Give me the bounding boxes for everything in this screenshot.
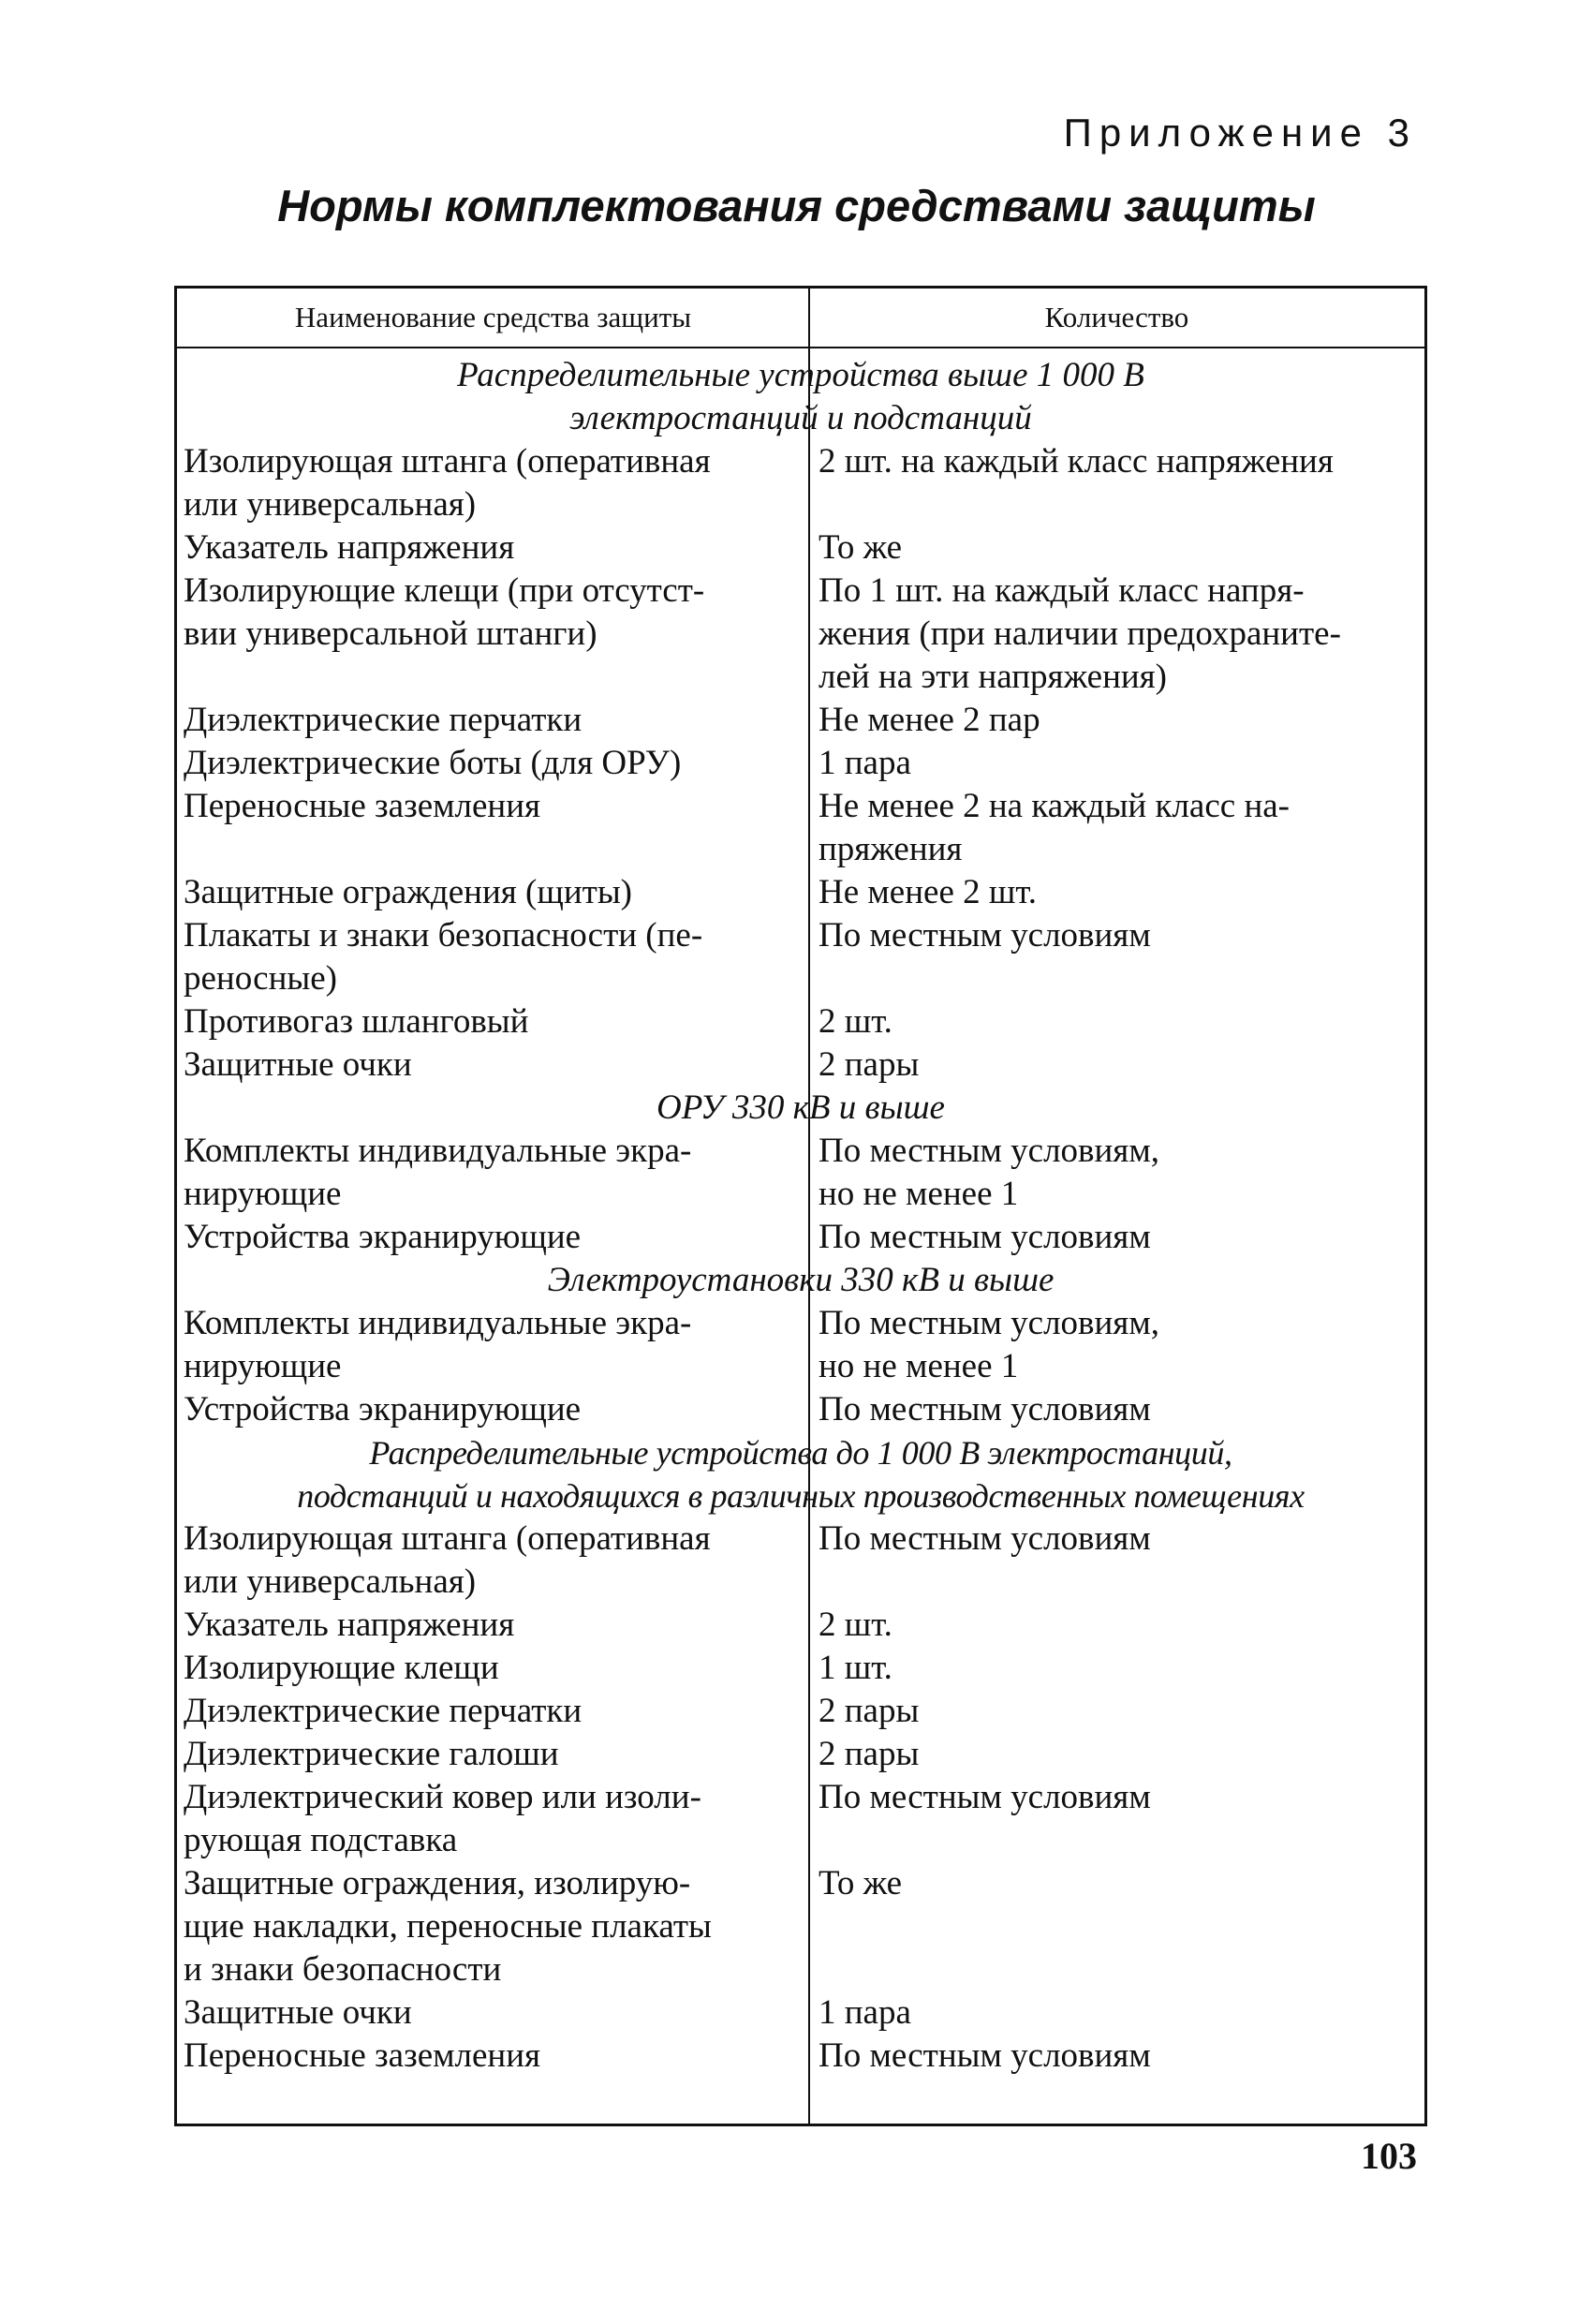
protection-item-name: Защитные ограждения, изолирую- щие накладки, переносные плакаты и знаки безопасности (184, 1864, 712, 1989)
protection-item-name: Указатель напряжения (184, 1606, 515, 1644)
protection-item-name: Изолирующая штанга (оперативная или универсальная) (184, 1519, 711, 1601)
table-row (177, 1216, 1424, 1259)
protection-norms-table (174, 286, 1427, 2126)
protection-item-quantity: По местным условиям, но не менее 1 (819, 1132, 1159, 1213)
protection-item-quantity: 2 пары (819, 1692, 920, 1730)
protection-item-name: Противогаз шланговый (184, 1002, 529, 1041)
protection-item-name: Изолирующие клещи (при отсутст- вии универсальной штанги) (184, 571, 705, 653)
table-row (177, 2035, 1424, 2078)
protection-item-name: Защитные очки (184, 1045, 412, 1084)
protection-item-name: Диэлектрические перчатки (184, 701, 583, 739)
section-title: Электроустановки 330 кВ и выше (547, 1261, 1055, 1299)
protection-item-name: Диэлектрические боты (для ОРУ) (184, 744, 682, 782)
table-row (177, 1517, 1424, 1604)
protection-item-name: Диэлектрический ковер или изоли- рующая подставка (184, 1778, 701, 1859)
table-row (177, 1130, 1424, 1216)
protection-item-name: Изолирующие клещи (184, 1649, 499, 1687)
table-row (177, 1302, 1424, 1388)
protection-item-quantity: Не менее 2 на каждый класс на- пряжения (819, 787, 1290, 868)
table-row (177, 1604, 1424, 1647)
protection-item-quantity: 1 пара (819, 744, 911, 782)
protection-item-quantity: 2 шт. (819, 1606, 892, 1644)
protection-item-name: Диэлектрические перчатки (184, 1692, 583, 1730)
protection-item-name: Защитные ограждения (щиты) (184, 873, 632, 911)
table-row (177, 1690, 1424, 1733)
table-row (177, 914, 1424, 1000)
table-row (177, 1776, 1424, 1862)
protection-item-quantity: По местным условиям (819, 1778, 1151, 1816)
section-title: ОРУ 330 кВ и выше (656, 1088, 945, 1127)
table-row (177, 526, 1424, 570)
column-header-quantity: Количество (809, 289, 1424, 348)
table-row (177, 570, 1424, 699)
protection-item-quantity: По местным условиям (819, 1519, 1151, 1558)
table-row (177, 1044, 1424, 1087)
protection-item-name: Диэлектрические галоши (184, 1735, 559, 1773)
protection-item-quantity: 2 шт. (819, 1002, 892, 1041)
protection-item-quantity: 2 шт. на каждый класс напряжения (819, 442, 1334, 481)
table-row (177, 1862, 1424, 1991)
page-title: Нормы комплектования средствами защиты (277, 181, 1316, 230)
protection-item-quantity: По местным условиям (819, 2036, 1151, 2075)
protection-item-quantity: То же (819, 528, 903, 567)
protection-item-quantity: То же (819, 1864, 903, 1902)
protection-item-quantity: По местным условиям (819, 1390, 1151, 1428)
appendix-label: Приложение 3 (1063, 111, 1417, 155)
table-row (177, 1733, 1424, 1776)
protection-item-quantity: 2 пары (819, 1735, 920, 1773)
section-title: Распределительные устройства до 1 000 В электростанций, подстанций и находящихся в различных производственных помещениях (297, 1434, 1305, 1515)
protection-item-quantity: 2 пары (819, 1045, 920, 1084)
protection-item-quantity: По 1 шт. на каждый класс напря- жения (при наличии предохраните- лей на эти напряжения) (819, 571, 1341, 696)
section-title: Распределительные устройства выше 1 000 В электростанций и подстанций (457, 356, 1144, 437)
protection-item-quantity: Не менее 2 пар (819, 701, 1040, 739)
protection-item-name: Защитные очки (184, 1993, 412, 2032)
section-header-row (177, 1431, 1424, 1517)
table-row (177, 785, 1424, 871)
section-header-row (177, 1087, 1424, 1130)
table-row (177, 1000, 1424, 1044)
protection-item-quantity: 1 пара (819, 1993, 911, 2032)
protection-item-name: Устройства экранирующие (184, 1390, 582, 1428)
table-row (177, 699, 1424, 742)
protection-item-name: Указатель напряжения (184, 528, 515, 567)
table-row (177, 742, 1424, 785)
protection-item-quantity: По местным условиям, но не менее 1 (819, 1304, 1159, 1385)
protection-item-name: Комплекты индивидуальные экра- нирующие (184, 1304, 692, 1385)
table-row (177, 1647, 1424, 1690)
table-row (177, 871, 1424, 914)
table-row (177, 440, 1424, 526)
protection-item-quantity: По местным условиям (819, 1218, 1151, 1256)
table-row (177, 1991, 1424, 2035)
protection-item-quantity: По местным условиям (819, 916, 1151, 955)
section-header-row (177, 1259, 1424, 1302)
table-row (177, 1388, 1424, 1431)
protection-item-name: Устройства экранирующие (184, 1218, 582, 1256)
table-body (177, 348, 1424, 2078)
protection-item-name: Переносные заземления (184, 787, 541, 825)
protection-item-name: Изолирующая штанга (оперативная или универсальная) (184, 442, 711, 524)
page-number: 103 (1361, 2135, 1417, 2177)
protection-item-quantity: Не менее 2 шт. (819, 873, 1038, 911)
protection-item-name: Плакаты и знаки безопасности (пе- реносные) (184, 916, 703, 998)
protection-item-quantity: 1 шт. (819, 1649, 892, 1687)
protection-item-name: Комплекты индивидуальные экра- нирующие (184, 1132, 692, 1213)
protection-item-name: Переносные заземления (184, 2036, 541, 2075)
column-header-name: Наименование средства защиты (177, 289, 809, 348)
section-header-row (177, 348, 1424, 440)
